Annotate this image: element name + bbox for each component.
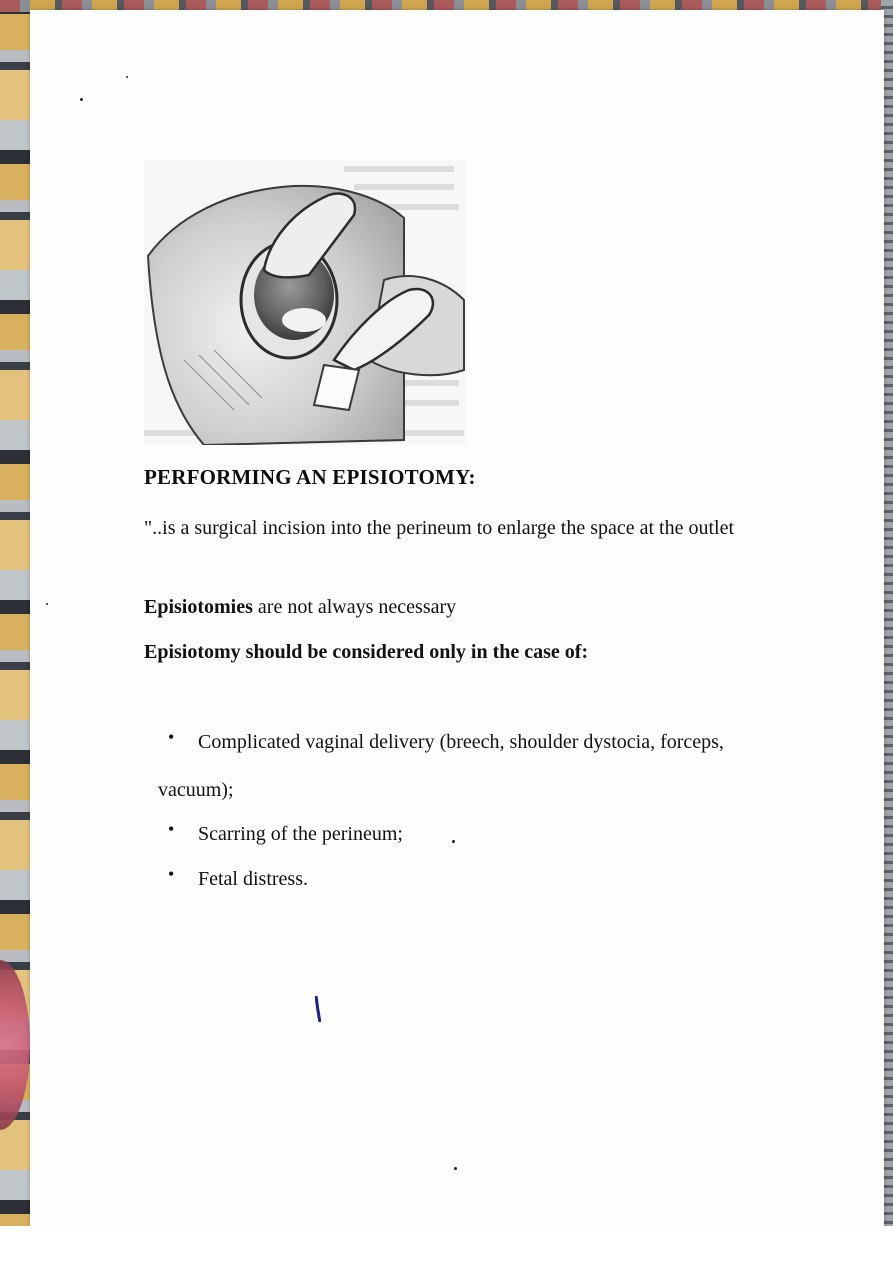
paper-sheet [30, 10, 884, 1228]
indications-heading: Episiotomy should be considered only in the case of: [144, 641, 589, 663]
paper-speck [126, 76, 128, 78]
episiotomy-illustration [144, 160, 466, 445]
paper-speck [80, 98, 83, 101]
episiotomies-bold-word: Episiotomies [144, 596, 253, 618]
episiotomies-note-rest: are not always necessary [252, 596, 457, 618]
paper-speck [452, 840, 455, 843]
page-bottom-margin [0, 1226, 893, 1263]
paper-speck [454, 1167, 457, 1170]
bullet-dot: • [168, 864, 175, 884]
page-title: PERFORMING AN EPISIOTOMY: [144, 465, 476, 489]
ink-pen-mark [315, 996, 321, 1022]
list-item: Fetal distress. [198, 868, 308, 890]
definition-text: "..is a surgical incision into the perineum to enlarge the space at the outlet [144, 517, 735, 539]
list-item-continuation: vacuum); [158, 779, 234, 801]
list-item: Complicated vaginal delivery (breech, shoulder dystocia, forceps, [198, 731, 724, 753]
bullet-dot: • [168, 727, 175, 747]
episiotomies-note [144, 591, 784, 623]
list-item: Scarring of the perineum; [198, 823, 403, 845]
paper-speck [46, 603, 48, 605]
bullet-dot: • [168, 819, 175, 839]
